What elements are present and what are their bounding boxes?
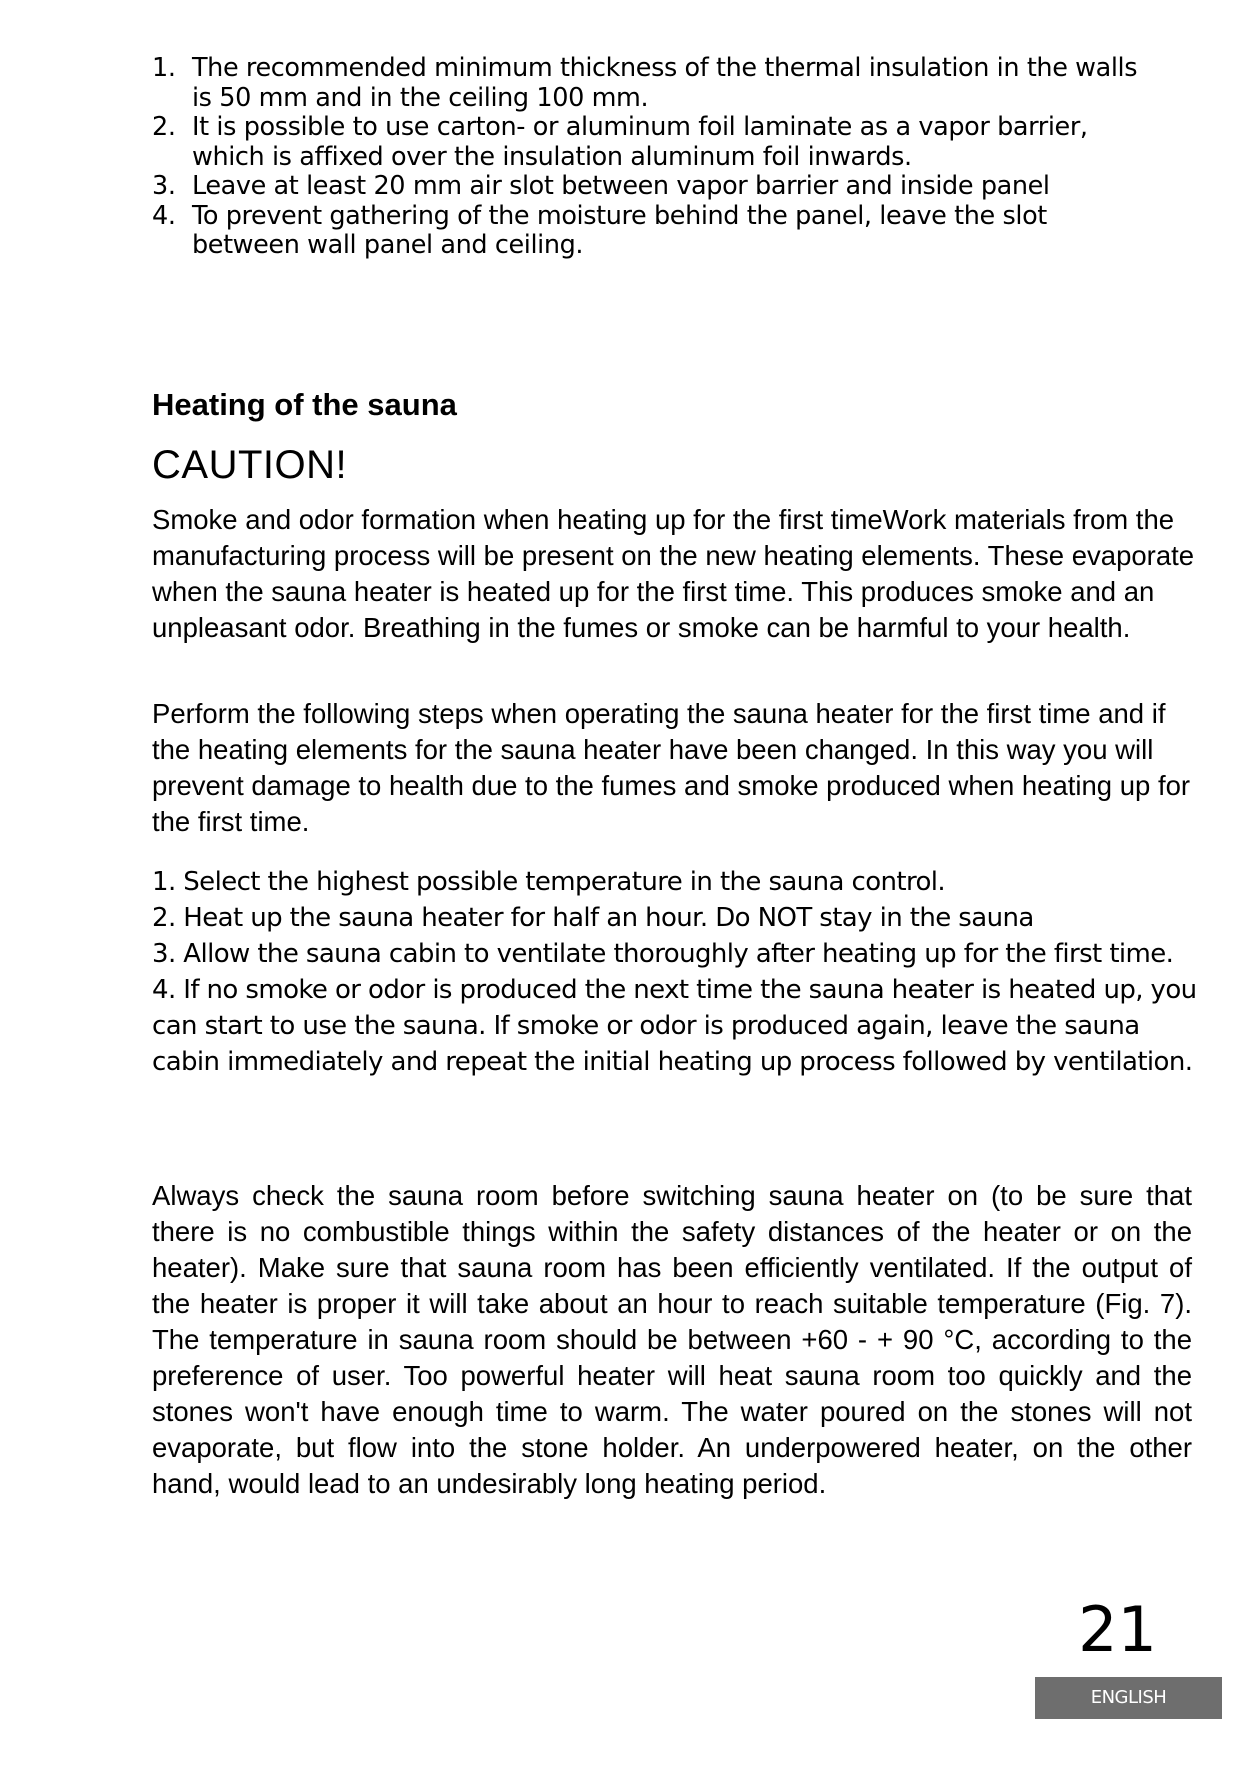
list-item xyxy=(152,54,1152,113)
list-number: 4. xyxy=(152,200,176,231)
first-heating-steps xyxy=(152,864,1197,1080)
list-item xyxy=(152,202,1152,261)
caution-title: CAUTION! xyxy=(152,443,348,487)
list-text: The recommended minimum thickness of the thermal insulation in the walls is 50 mm and in the ceiling 100 mm. xyxy=(192,53,1138,113)
language-label: ENGLISH xyxy=(1035,1677,1222,1719)
paragraph-text: Smoke and odor formation when heating up for the first timeWork materials from the manufacturing process will be present on the new heating elements. These evaporate when the sauna heater is heated up for the first time. This produces smoke and an unpleasant odor. Breathing in the fumes or smoke can be harmful to your health. xyxy=(152,504,1195,643)
insulation-list xyxy=(152,54,1197,261)
instructions-paragraph xyxy=(152,696,1197,840)
caution-paragraph xyxy=(152,502,1197,646)
list-text: Leave at least 20 mm air slot between vapor barrier and inside panel xyxy=(192,171,1050,201)
paragraph-text: Always check the sauna room before switching sauna heater on (to be sure that there is no combustible things within the safety distances of the heater or on the heater). Make sure that sauna room has been efficiently ventilated. If the output of the heater is proper it will take about an hour to reach suitable temperature (Fig. 7). The temperature in sauna room should be between +60 - + 90 °C, according to the preference of user. Too powerful heater will heat sauna room too quickly and the stones won't have enough time to warm. The water poured on the stones will not evaporate, but flow into the stone holder. An underpowered heater, on the other hand, would lead to an undesirably long heating period. xyxy=(152,1180,1192,1499)
list-item: 3. Allow the sauna cabin to ventilate thoroughly after heating up for the first time. xyxy=(152,939,1174,969)
section-heading: Heating of the sauna xyxy=(152,387,457,422)
list-number: 3. xyxy=(152,171,176,201)
paragraph-text: Perform the following steps when operating the sauna heater for the first time and if the heating elements for the sauna heater have been changed. In this way you will prevent damage to health due to the fumes and smoke produced when heating up for the first time. xyxy=(152,698,1191,837)
list-item: 1. Select the highest possible temperature in the sauna control. xyxy=(152,867,946,897)
list-number: 2. xyxy=(152,112,176,142)
list-item: 2. Heat up the sauna heater for half an hour. Do NOT stay in the sauna xyxy=(152,903,1034,933)
list-text: To prevent gathering of the moisture behind the panel, leave the slot between wall panel and ceiling. xyxy=(192,200,1047,260)
page-number: 21 xyxy=(1078,1593,1157,1666)
list-number: 1. xyxy=(152,53,176,83)
list-text: It is possible to use carton- or aluminum foil laminate as a vapor barrier, which is affixed over the insulation aluminum foil inwards. xyxy=(192,112,1088,172)
list-item xyxy=(152,172,1152,202)
list-item xyxy=(152,113,1152,172)
list-item: 4. If no smoke or odor is produced the next time the sauna heater is heated up, you can start to use the sauna. If smoke or odor is produced again, leave the sauna cabin immediately and repeat the initial heating up process followed by ventilation. xyxy=(152,975,1197,1077)
heating-paragraph xyxy=(152,1178,1192,1502)
